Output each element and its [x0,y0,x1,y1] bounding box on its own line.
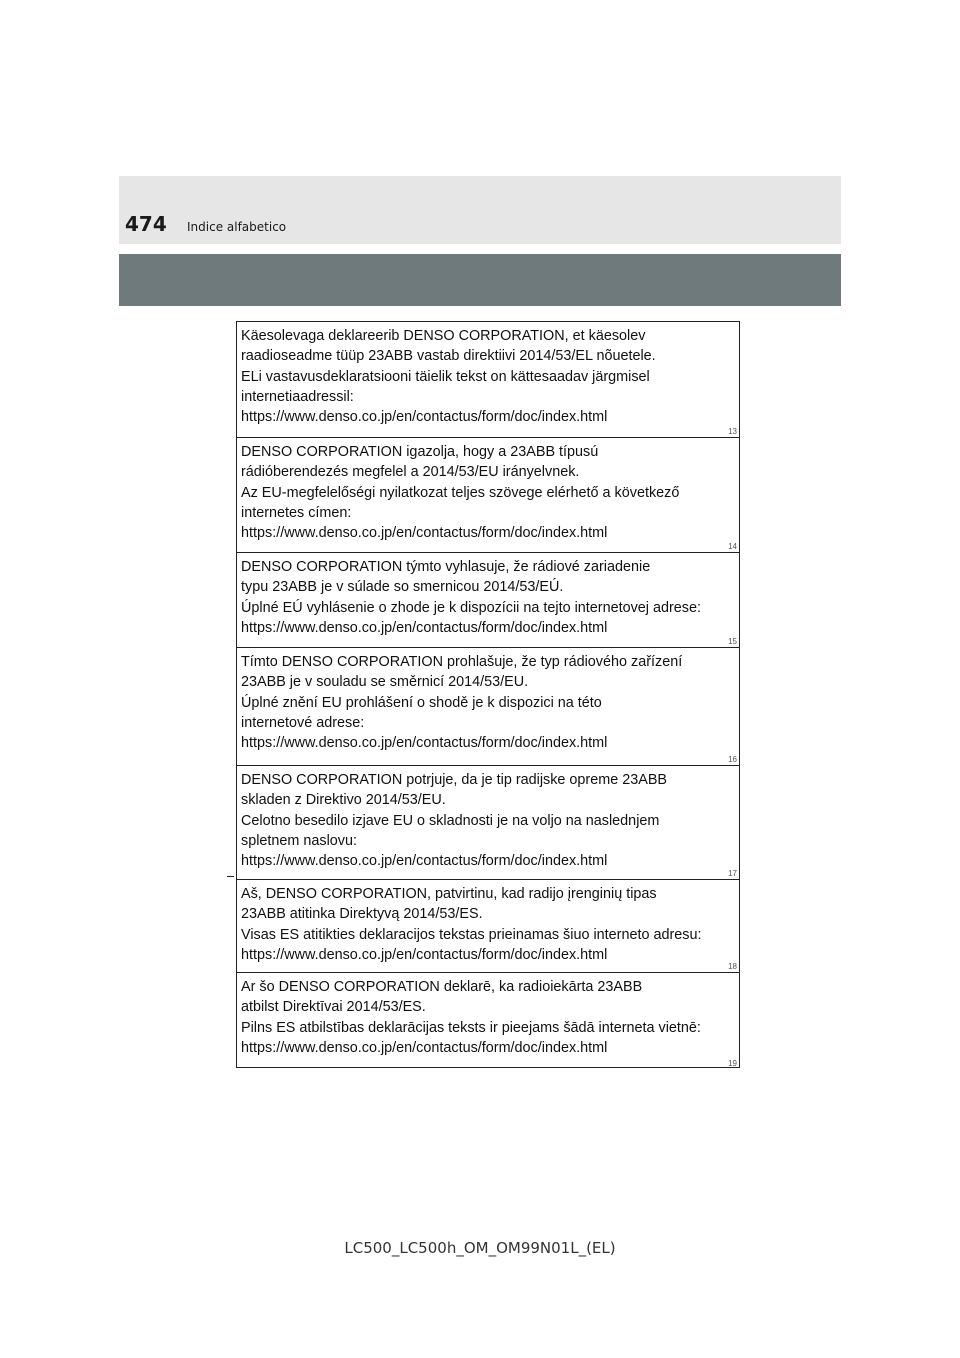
declaration-line: https://www.denso.co.jp/en/contactus/form/doc/index.html [241,1039,608,1056]
section-title: Indice alfabetico [187,220,287,234]
declaration-number: 18 [728,962,737,971]
declaration-block [237,322,739,438]
declaration-line: https://www.denso.co.jp/en/contactus/form/doc/index.html [241,525,608,542]
declaration-line: typu 23ABB je v súlade so smernicou 2014/53/EÚ. [241,579,564,596]
declaration-block [237,553,739,648]
declaration-line: Ar šo DENSO CORPORATION deklarē, ka radioiekārta 23ABB [241,979,643,995]
declaration-text [241,977,733,1058]
declaration-line: spletnem naslovu: [241,832,357,849]
declaration-line: raadioseadme tüüp 23ABB vastab direktiivi 2014/53/EL nõuetele. [241,348,656,365]
declaration-block [237,973,739,1069]
declaration-line: https://www.denso.co.jp/en/contactus/form/doc/index.html [241,409,608,426]
declaration-number: 19 [728,1059,737,1068]
declaration-block [237,766,739,880]
declaration-block [237,438,739,553]
declaration-line: 23ABB atitinka Direktyvą 2014/53/ES. [241,906,483,923]
declaration-text [241,557,733,638]
declaration-line: https://www.denso.co.jp/en/contactus/form/doc/index.html [241,735,608,752]
declaration-line: internetiaadressil: [241,388,354,405]
declaration-line: Úplné EÚ vyhlásenie o zhode je k dispozícii na tejto internetovej adrese: [241,599,701,616]
declaration-line: Az EU-megfelelőségi nyilatkozat teljes szövege elérhető a következő [241,484,680,501]
document-code: LC500_LC500h_OM_OM99N01L_(EL) [344,1239,616,1257]
declaration-number: 16 [728,755,737,764]
declaration-line: Úplné znění EU prohlášení o shodě je k dispozici na této [241,694,602,711]
declaration-text [241,884,733,965]
declaration-number: 13 [728,427,737,436]
declaration-block [237,648,739,766]
declaration-line: Pilns ES atbilstības deklarācijas teksts ir pieejams šādā interneta vietnē: [241,1019,701,1036]
declaration-line: https://www.denso.co.jp/en/contactus/form/doc/index.html [241,946,608,963]
chapter-title-bar [119,254,841,306]
declaration-line: https://www.denso.co.jp/en/contactus/form/doc/index.html [241,619,608,636]
margin-mark [227,876,234,877]
declaration-line: Tímto DENSO CORPORATION prohlašuje, že typ rádiového zařízení [241,654,683,670]
declaration-line: Aš, DENSO CORPORATION, patvirtinu, kad radijo įrenginių tipas [241,886,657,902]
declaration-line: atbilst Direktīvai 2014/53/ES. [241,999,426,1016]
declaration-number: 15 [728,637,737,646]
declaration-text [241,442,733,543]
declaration-line: ELi vastavusdeklaratsiooni täielik tekst on kättesaadav järgmisel [241,368,650,385]
declaration-line: rádióberendezés megfelel a 2014/53/EU irányelvnek. [241,464,580,481]
declaration-table [236,321,740,1068]
declaration-line: skladen z Direktivo 2014/53/EU. [241,792,446,809]
declaration-line: Käesolevaga deklareerib DENSO CORPORATION, et käesolev [241,328,646,344]
declaration-number: 14 [728,542,737,551]
declaration-line: DENSO CORPORATION týmto vyhlasuje, že rádiové zariadenie [241,559,651,575]
declaration-text [241,770,733,871]
declaration-text [241,326,733,427]
declaration-line: Celotno besedilo izjave EU o skladnosti je na voljo na naslednjem [241,812,660,829]
declaration-line: DENSO CORPORATION igazolja, hogy a 23ABB típusú [241,444,599,460]
page-number: 474 [125,212,167,236]
declaration-line: https://www.denso.co.jp/en/contactus/form/doc/index.html [241,853,608,870]
declaration-line: DENSO CORPORATION potrjuje, da je tip radijske opreme 23ABB [241,772,668,788]
declaration-line: 23ABB je v souladu se směrnicí 2014/53/EU. [241,674,529,691]
declaration-number: 17 [728,869,737,878]
declaration-line: Visas ES atitikties deklaracijos tekstas prieinamas šiuo interneto adresu: [241,926,702,943]
declaration-block [237,880,739,973]
declaration-line: internetové adrese: [241,714,365,731]
declaration-line: internetes címen: [241,504,352,521]
declaration-text [241,652,733,753]
